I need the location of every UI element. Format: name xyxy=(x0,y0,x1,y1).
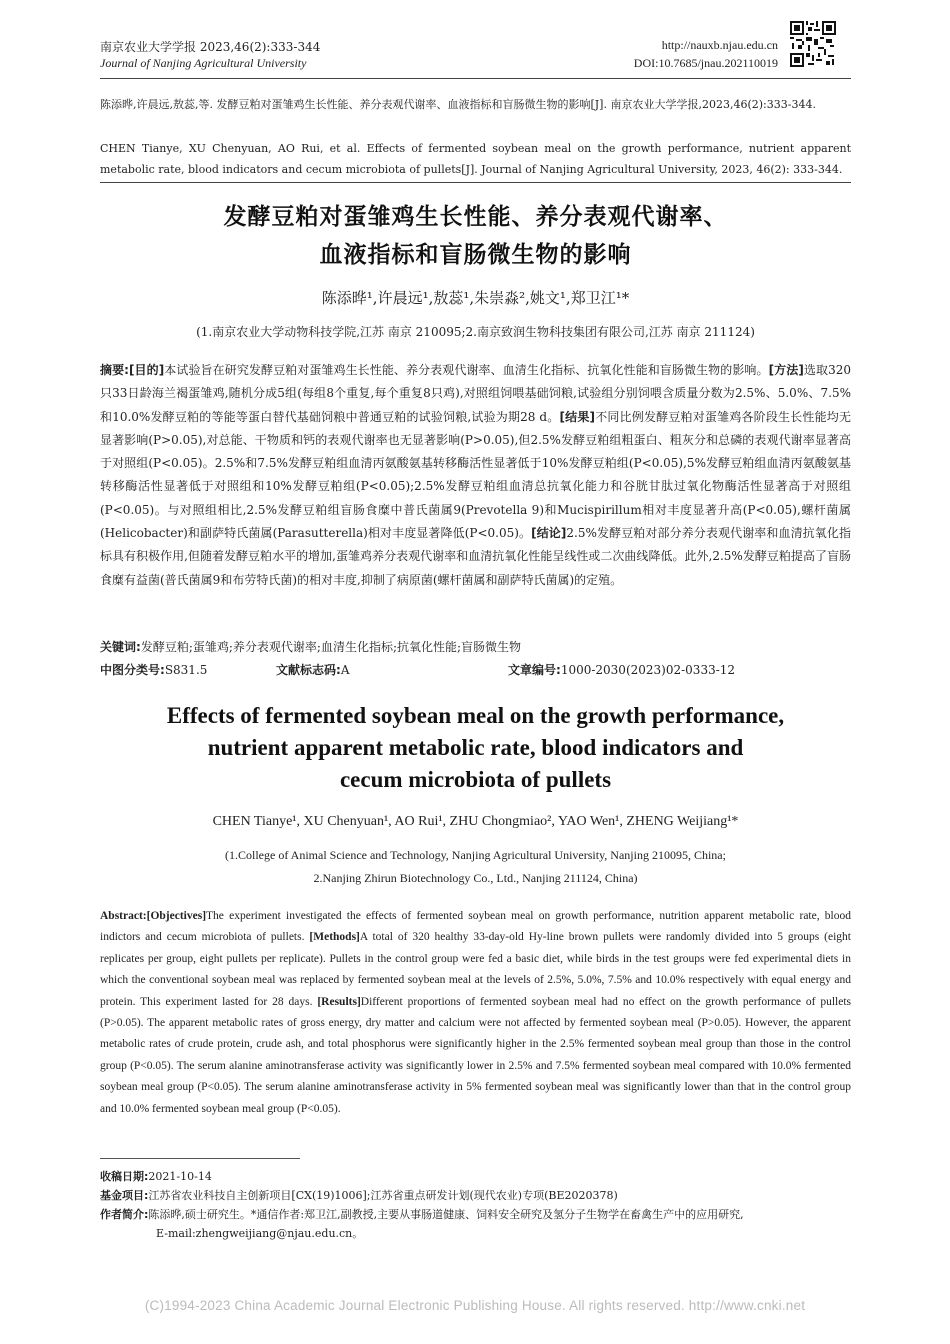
received-date: 收稿日期:2021-10-14 xyxy=(100,1170,212,1183)
citation-en: CHEN Tianye, XU Chenyuan, AO Rui, et al. Effects of fermented soybean meal on the growth performance, nutrient apparent metabolic rate, blood indicators and cecum microbiota of pullets[J]. Journal of Nanjing Agricultural University, 2023, 46(2): 333-344. xyxy=(100,142,851,176)
header-divider xyxy=(100,78,851,79)
affiliation-en-line-1: (1.College of Animal Science and Technology, Nanjing Agricultural University, Nanjing 210095, China; xyxy=(225,848,726,862)
keywords-label: 关键词: xyxy=(100,640,141,654)
fund-project: 基金项目:江苏省农业科技自主创新项目[CX(19)1006];江苏省重点研发计划(现代农业)专项(BE2020378) xyxy=(100,1189,618,1202)
conclusion-text: 2.5%发酵豆粕对部分养分表观代谢率和血清抗氧化指标具有积极作用,但随着发酵豆粕水平的增加,蛋雏鸡养分表观代谢率和血清抗氧化性能呈线性或二次曲线降低。此外,2.5%发酵豆粕提高了盲肠食糜有益菌(普氏菌属9和布劳特氏菌)的相对丰度,抑制了病原菌(螺杆菌属和副萨特氏菌属)的定殖。 xyxy=(100,526,851,587)
methods-text: 选取320只33日龄海兰褐蛋雏鸡,随机分成5组(每组8个重复,每个重复8只鸡),对照组饲喂基础饲粮,试验组分别饲喂含质量分数为2.5%、5.0%、7.5%和10.0%发酵豆粕的等能等蛋白替代基础饲粮中普通豆粕的试验饲粮,试验为期28 d。 xyxy=(100,363,851,424)
journal-header-en: Journal of Nanjing Agricultural University xyxy=(100,56,307,70)
title-en-line-2: nutrient apparent metabolic rate, blood indicators and xyxy=(207,735,744,760)
abstract-en xyxy=(100,906,851,1120)
methods-en-label: [Methods] xyxy=(309,931,360,944)
objective-label: [目的] xyxy=(128,363,165,377)
citation-divider xyxy=(100,182,851,183)
qr-code-icon xyxy=(790,21,836,67)
results-label: [结果] xyxy=(559,409,596,424)
methods-label: [方法] xyxy=(768,363,804,377)
objectives-en-label: [Objectives] xyxy=(146,910,207,922)
abstract-en-label: Abstract: xyxy=(100,910,147,922)
citation-cn: 陈添晔,许晨远,敖蕊,等. 发酵豆粕对蛋雏鸡生长性能、养分表观代谢率、血液指标和盲肠微生物的影响[J]. 南京农业大学学报,2023,46(2):333-344. xyxy=(100,98,816,111)
abstract-cn-label: 摘要: xyxy=(100,363,129,377)
title-cn-line-1: 发酵豆粕对蛋雏鸡生长性能、养分表观代谢率、 xyxy=(223,203,728,230)
clc-number: 中图分类号:S831.5 xyxy=(100,663,208,677)
methods-en-text: A total of 320 healthy 33-day-old Hy-line brown pullets were randomly divided into 5 groups (eight replicates per group, eight pullets per replicate). Pullets in the control group were fed a basic diet, while birds in the test groups were fed experimental diets in which the conventional soybean meal was replaced by fermented soybean meal at the levels of 2.5%, 5.0%, 7.5% and 10.0% respectively with equal energy and protein. This experiment lasted for 28 days. xyxy=(100,931,851,1008)
results-text: 不同比例发酵豆粕对蛋雏鸡各阶段生长性能均无显著影响(P>0.05),对总能、干物质和钙的表观代谢率也无显著影响(P>0.05),但2.5%发酵豆粕组粗蛋白、粗灰分和总磷的表观代谢率显著高于对照组(P<0.05)。2.5%和7.5%发酵豆粕组血清丙氨酸氨基转移酶活性显著低于10%发酵豆粕组(P<0.05),5%发酵豆粕组血清丙氨酸氨基转移酶活性显著低于对照组和10%发酵豆粕组(P<0.05);2.5%发酵豆粕组血清总抗氧化能力和谷胱甘肽过氧化物酶活性显著高于对照组(P<0.05)。与对照组相比,2.5%发酵豆粕组盲肠食糜中普氏菌属9(Prevotella 9)和Mucispirillum相对丰度显著升高(P<0.05),螺杆菌属(Helicobacter)和副萨特氏菌属(Parasutterella)相对丰度显著降低(P<0.05)。 xyxy=(100,409,851,541)
journal-url[interactable]: http://nauxb.njau.edu.cn xyxy=(661,38,778,52)
journal-doi: DOI:10.7685/jnau.202110019 xyxy=(633,56,778,70)
affiliation-en-line-2: 2.Nanjing Zhirun Biotechnology Co., Ltd., Nanjing 211124, China) xyxy=(313,871,638,885)
conclusion-label: [结论] xyxy=(531,526,567,541)
footnote-divider xyxy=(100,1158,300,1159)
author-email[interactable]: E-mail:zhengweijiang@njau.edu.cn。 xyxy=(156,1227,364,1240)
article-number: 文章编号:1000-2030(2023)02-0333-12 xyxy=(508,663,736,677)
objectives-en-text: The experiment investigated the effects of fermented soybean meal on growth performance, nutrition apparent metabolic rate, blood indictors and cecum microbiota of pullets. xyxy=(100,910,851,944)
objective-text: 本试验旨在研究发酵豆粕对蛋雏鸡生长性能、养分表观代谢率、血清生化指标、抗氧化性能和盲肠微生物的影响。 xyxy=(164,363,769,377)
affiliation-cn: (1.南京农业大学动物科技学院,江苏 南京 210095;2.南京致润生物科技集团有限公司,江苏 南京 211124) xyxy=(196,325,755,339)
keywords-cn xyxy=(100,638,851,655)
keywords-text: 发酵豆粕;蛋雏鸡;养分表观代谢率;血清生化指标;抗氧化性能;盲肠微生物 xyxy=(140,640,522,654)
author-profile: 作者简介:陈添晔,硕士研究生。*通信作者:郑卫江,副教授,主要从事肠道健康、饲料安全研究及氢分子生物学在畜禽生产中的应用研究, xyxy=(100,1208,744,1221)
title-en-line-1: Effects of fermented soybean meal on the growth performance, xyxy=(166,703,785,728)
journal-header-cn: 南京农业大学学报 2023,46(2):333-344 xyxy=(100,40,321,54)
authors-cn: 陈添晔¹,许晨远¹,敖蕊¹,朱崇淼²,姚文¹,郑卫江¹* xyxy=(321,289,630,307)
title-cn-line-2: 血液指标和盲肠微生物的影响 xyxy=(319,241,632,268)
abstract-cn xyxy=(100,359,851,592)
results-en-label: [Results] xyxy=(317,995,361,1008)
copyright-watermark: (C)1994-2023 China Academic Journal Electronic Publishing House. All rights reserved. http://www.cnki.net xyxy=(144,1298,806,1313)
results-en-text: Different proportions of fermented soybean meal had no effect on the growth performance of pullets (P>0.05). The apparent metabolic rates of gross energy, dry matter and calcium were not affected by fermented soybean meal (P>0.05). However, the apparent metabolic rates of crude protein, crude ash, and total phosphorus were significantly higher in the 2.5% fermented soybean meal group than those in the control group (P<0.05). The serum alanine aminotransferase activity was significantly lower in 2.5% and 7.5% fermented soybean meal compared with 10.0% fermented soybean meal group (P<0.05). The serum alanine aminotransferase activity in 5% fermented soybean meal was significantly lower than that in the control group and 10.0% fermented soybean meal group (P<0.05). xyxy=(100,995,851,1115)
authors-en: CHEN Tianye¹, XU Chenyuan¹, AO Rui¹, ZHU Chongmiao², YAO Wen¹, ZHENG Weijiang¹* xyxy=(212,814,739,829)
document-code: 文献标志码:A xyxy=(276,663,350,677)
title-en-line-3: cecum microbiota of pullets xyxy=(339,767,612,792)
